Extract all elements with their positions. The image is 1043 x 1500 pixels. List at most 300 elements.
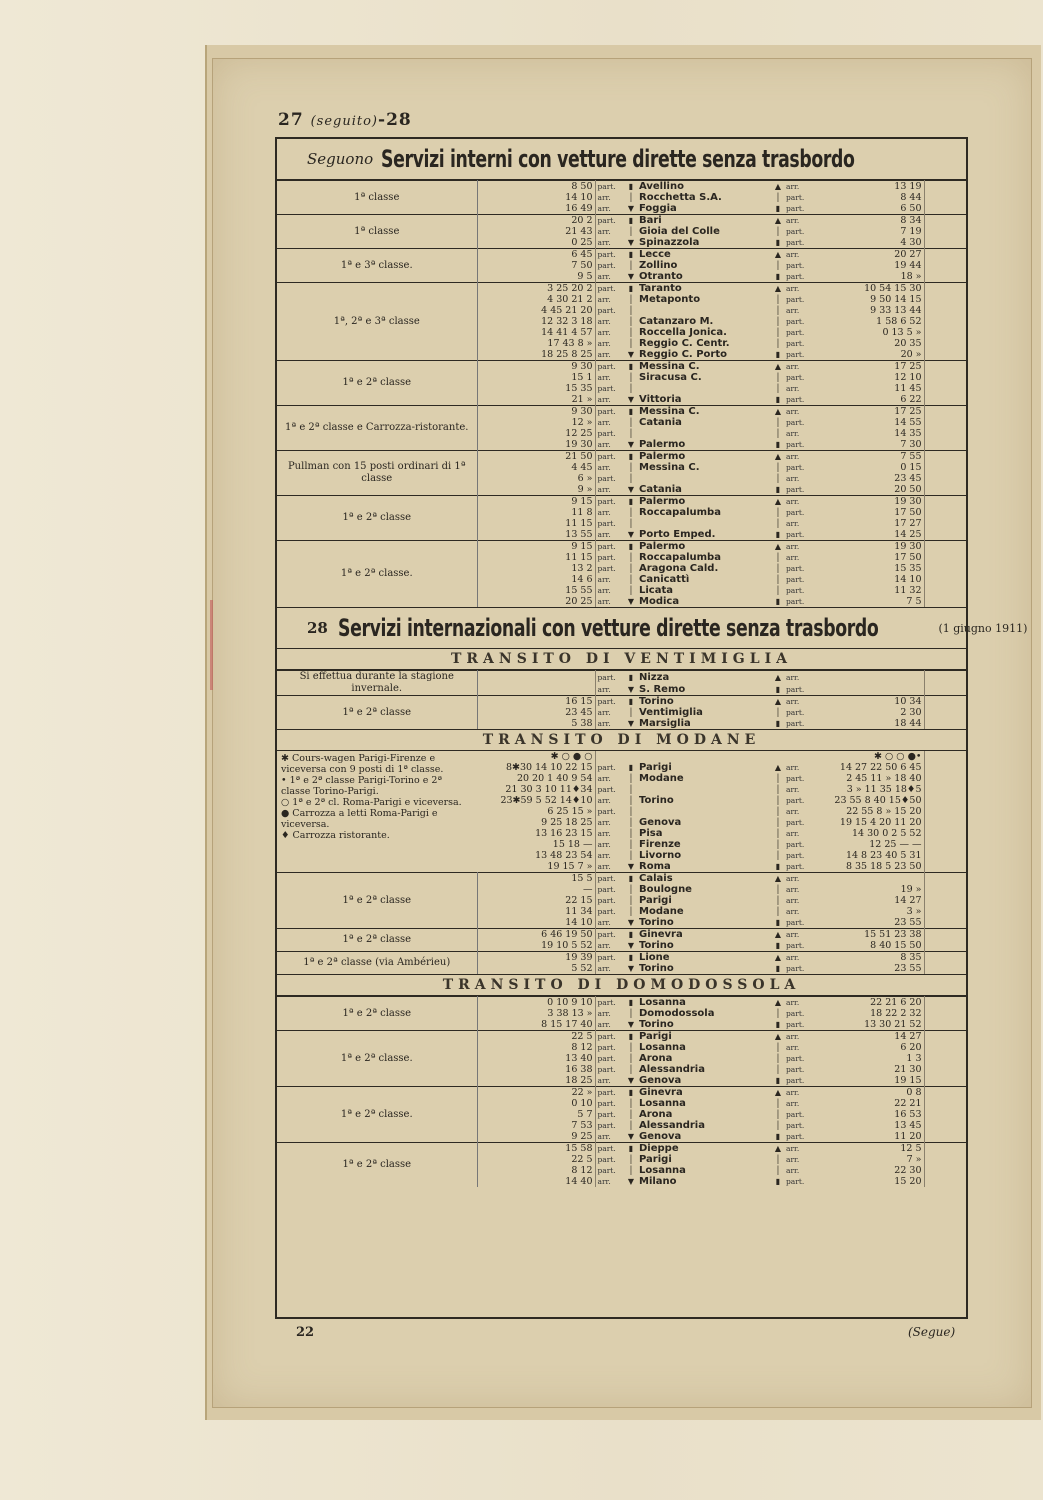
direction-arrow-icon: ▮ (628, 452, 634, 461)
direction-arrow-icon: ▮ (775, 485, 781, 494)
arr-part-right: arr. (786, 907, 800, 916)
spare-column (924, 428, 966, 439)
direction-arrow-icon: │ (775, 227, 781, 236)
return-times: 6 22 (814, 394, 924, 406)
direction-arrow-icon: ▼ (627, 395, 635, 404)
station-name (637, 383, 772, 394)
spare-column (924, 552, 966, 563)
arr-part-right: part. (786, 193, 805, 202)
direction-arrow-icon: │ (775, 429, 781, 438)
station-name: Catania (639, 484, 682, 495)
spare-column (924, 451, 966, 463)
direction-arrow-icon: ▮ (628, 1144, 634, 1153)
arr-part-right: part. (786, 1054, 805, 1063)
departure-times: 22 5 (477, 1154, 595, 1165)
departure-times: 5 38 (477, 718, 595, 729)
arr-part-left: arr. (597, 227, 611, 236)
departure-times: 6 45 (477, 249, 595, 261)
arr-part-left: arr. (597, 708, 611, 717)
station-name: Siracusa C. (639, 372, 702, 383)
return-times: 14 30 0 2 5 52 (814, 828, 924, 839)
arr-part-left: arr. (597, 204, 611, 213)
direction-arrow-icon: ▲ (774, 874, 782, 883)
departure-times: 9 15 (477, 541, 595, 553)
station-name: Alessandria (639, 1120, 705, 1131)
return-times (814, 683, 924, 696)
direction-arrow-icon: ▮ (628, 497, 634, 506)
spare-column (924, 762, 966, 773)
spare-column (924, 518, 966, 529)
arr-part-right: part. (786, 862, 805, 871)
arr-part-left: arr. (597, 862, 611, 871)
table-row (277, 451, 966, 463)
return-times: 14 27 (814, 895, 924, 906)
arr-part-left: part. (597, 896, 616, 905)
spare-column (924, 839, 966, 850)
departure-times: 11 8 (477, 507, 595, 518)
direction-arrow-icon: ▼ (627, 964, 635, 973)
return-times: 17 50 (814, 507, 924, 518)
direction-arrow-icon: ▼ (627, 485, 635, 494)
direction-arrow-icon: │ (775, 829, 781, 838)
return-times: 19 30 (814, 541, 924, 553)
direction-arrow-icon: │ (628, 227, 634, 236)
arr-part-left: part. (597, 542, 616, 551)
direction-arrow-icon: ▮ (628, 182, 634, 191)
direction-arrow-icon: │ (628, 796, 634, 805)
station-name: Roccapalumba (639, 507, 721, 518)
arr-part-right: arr. (786, 497, 800, 506)
spare-column (924, 873, 966, 885)
arr-part-right: part. (786, 818, 805, 827)
station-name: Modane (639, 906, 684, 917)
direction-arrow-icon: │ (775, 796, 781, 805)
station-name: Parigi (639, 1031, 672, 1042)
spare-column (924, 1042, 966, 1053)
direction-arrow-icon: │ (628, 586, 634, 595)
return-times: 23 55 (814, 917, 924, 929)
return-times: 23 55 (814, 963, 924, 974)
spare-column (924, 226, 966, 237)
timetable-frame (275, 137, 1028, 1319)
arr-part-right: arr. (786, 429, 800, 438)
departure-times: 13 16 23 15 (477, 828, 595, 839)
arr-part-right: part. (786, 1020, 805, 1029)
direction-arrow-icon: │ (628, 564, 634, 573)
direction-arrow-icon: ▮ (628, 362, 634, 371)
station-name: Ventimiglia (639, 707, 703, 718)
station-name: Modica (639, 596, 680, 607)
arr-part-left: part. (597, 452, 616, 461)
spare-column (924, 1064, 966, 1075)
return-times: 7 30 (814, 439, 924, 451)
arr-part-right: arr. (786, 829, 800, 838)
direction-arrow-icon: │ (775, 1043, 781, 1052)
direction-arrow-icon: │ (628, 774, 634, 783)
station-name: Palermo (639, 496, 686, 507)
departure-times: 19 15 7 » (477, 861, 595, 872)
arr-part-left: part. (597, 564, 616, 573)
arr-part-left: part. (597, 519, 616, 528)
arr-part-left: arr. (597, 1076, 611, 1085)
spare-column (924, 394, 966, 406)
service-class-label: 1ª e 2ª classe. (277, 1087, 477, 1143)
direction-arrow-icon: │ (628, 896, 634, 905)
station-name: Catanzaro M. (639, 316, 714, 327)
return-times: 15 51 23 38 (814, 929, 924, 941)
departure-times: 16 49 (477, 203, 595, 215)
direction-arrow-icon: ▲ (774, 930, 782, 939)
spare-column (924, 294, 966, 305)
departure-times: 14 6 (477, 574, 595, 585)
spare-column (924, 997, 966, 1009)
return-times: 14 8 23 40 5 31 (814, 850, 924, 861)
spare-column (924, 895, 966, 906)
legend-item: ○ 1ª e 2ª cl. Roma-Parigi e viceversa. (281, 797, 462, 808)
arr-part-right: arr. (786, 953, 800, 962)
arr-part-left: arr. (597, 586, 611, 595)
spare-column (924, 361, 966, 373)
arr-part-left: arr. (597, 1177, 611, 1186)
departure-times: 18 25 (477, 1075, 595, 1087)
arr-part-right: arr. (786, 763, 800, 772)
arr-part-right: part. (786, 295, 805, 304)
arr-part-left: arr. (597, 508, 611, 517)
table-row (277, 696, 966, 708)
station-name: Livorno (639, 850, 682, 861)
direction-arrow-icon: ▮ (628, 1088, 634, 1097)
arr-part-right: arr. (786, 998, 800, 1007)
arr-part-right: part. (786, 530, 805, 539)
return-times: 0 13 5 » (814, 327, 924, 338)
departure-times: 23 45 (477, 707, 595, 718)
return-times: 17 25 (814, 406, 924, 418)
arr-part-left: part. (597, 1166, 616, 1175)
arr-part-right: arr. (786, 1144, 800, 1153)
return-times: 13 19 (814, 181, 924, 193)
departure-times (477, 671, 595, 684)
return-times: 22 21 6 20 (814, 997, 924, 1009)
direction-arrow-icon: │ (775, 564, 781, 573)
direction-arrow-icon: ▲ (774, 1088, 782, 1097)
return-times: 21 30 (814, 1064, 924, 1075)
direction-arrow-icon: ▼ (627, 597, 635, 606)
spare-column (924, 884, 966, 895)
direction-arrow-icon: │ (775, 896, 781, 905)
table-row (277, 541, 966, 553)
departure-times: 12 25 (477, 428, 595, 439)
arr-part-left: part. (597, 1144, 616, 1153)
station-name: Losanna (639, 1165, 686, 1176)
service-class-label: Si effettua durante la stagione invernale. (277, 671, 477, 696)
direction-arrow-icon: │ (628, 306, 634, 315)
return-times: 14 55 (814, 417, 924, 428)
return-times: 8 35 (814, 952, 924, 964)
arr-part-left: arr. (597, 328, 611, 337)
direction-arrow-icon: │ (775, 774, 781, 783)
direction-arrow-icon: ▲ (774, 763, 782, 772)
arr-part-right: arr. (786, 362, 800, 371)
arr-part-right: part. (786, 328, 805, 337)
departure-times: 5 52 (477, 963, 595, 974)
station-name: Avellino (639, 181, 684, 192)
direction-arrow-icon: ▼ (627, 941, 635, 950)
direction-arrow-icon: │ (628, 373, 634, 382)
arr-part-left: arr. (597, 719, 611, 728)
departure-times: 9 5 (477, 271, 595, 283)
direction-arrow-icon: ▲ (774, 452, 782, 461)
arr-part-right: arr. (786, 785, 800, 794)
direction-arrow-icon: │ (775, 519, 781, 528)
spare-column (924, 215, 966, 227)
direction-arrow-icon: ▮ (628, 542, 634, 551)
table-row (277, 496, 966, 508)
departure-times: 9 25 18 25 (477, 817, 595, 828)
departure-times: 19 10 5 52 (477, 940, 595, 952)
return-times: 9 33 13 44 (814, 305, 924, 316)
direction-arrow-icon: │ (628, 1166, 634, 1175)
direction-arrow-icon: ▮ (775, 684, 781, 694)
direction-arrow-icon: ▲ (774, 497, 782, 506)
arr-part-right: arr. (786, 1166, 800, 1175)
arr-part-left: part. (597, 807, 616, 816)
departure-times: 15 55 (477, 585, 595, 596)
return-times: 14 25 (814, 529, 924, 541)
departure-times: 20 20 1 40 9 54 (477, 773, 595, 784)
departure-times: — (477, 884, 595, 895)
direction-arrow-icon: ▮ (628, 930, 634, 939)
station-name: Torino (639, 795, 674, 806)
station-name: Ginevra (639, 1087, 683, 1098)
arr-part-right: arr. (786, 1099, 800, 1108)
station-name: Torino (639, 963, 674, 974)
direction-arrow-icon: │ (628, 1043, 634, 1052)
direction-arrow-icon: │ (775, 193, 781, 202)
arr-part-right: part. (786, 1132, 805, 1141)
station-name: S. Remo (639, 683, 686, 695)
direction-arrow-icon: │ (628, 708, 634, 717)
return-times: 22 30 (814, 1165, 924, 1176)
direction-arrow-icon: ▼ (627, 1132, 635, 1141)
direction-arrow-icon: ▮ (775, 862, 781, 871)
station-name: Catania (639, 417, 682, 428)
direction-arrow-icon: │ (628, 1009, 634, 1018)
direction-arrow-icon: ▲ (774, 542, 782, 551)
arr-part-left: arr. (597, 530, 611, 539)
station-name: Licata (639, 585, 674, 596)
arr-part-right: part. (786, 418, 805, 427)
station-name (637, 784, 772, 795)
departure-times: 13 40 (477, 1053, 595, 1064)
modane-other-services (277, 872, 966, 974)
spare-column (924, 1109, 966, 1120)
spare-column (924, 305, 966, 316)
station-name: Spinazzola (639, 237, 700, 248)
direction-arrow-icon: │ (775, 1155, 781, 1164)
arr-part-left: arr. (597, 339, 611, 348)
arr-part-right: part. (786, 586, 805, 595)
departure-times: 22 5 (477, 1031, 595, 1043)
station-name: Genova (639, 817, 682, 828)
transit-modane-header: TRANSITO DI MODANE (277, 729, 966, 751)
direction-arrow-icon: │ (775, 885, 781, 894)
service-class-label: 1ª e 2ª classe (via Ambérieu) (277, 952, 477, 975)
return-times: 8 44 (814, 192, 924, 203)
station-name: Boulogne (639, 884, 692, 895)
arr-part-right: arr. (786, 452, 800, 461)
station-name: Roccella Jonica. (639, 327, 727, 338)
direction-arrow-icon: ▼ (627, 719, 635, 728)
return-times: 1 58 6 52 (814, 316, 924, 327)
direction-arrow-icon: │ (628, 317, 634, 326)
departure-times: 19 39 (477, 952, 595, 964)
station-name: Messina C. (639, 406, 700, 417)
direction-arrow-icon: │ (628, 429, 634, 438)
arr-part-left: part. (597, 874, 616, 883)
arr-part-left: part. (597, 785, 616, 794)
direction-arrow-icon: ▼ (627, 1177, 635, 1186)
direction-arrow-icon: │ (775, 1166, 781, 1175)
departure-times: 23✱59 5 52 14♦10 (477, 795, 595, 806)
spare-column (924, 1154, 966, 1165)
direction-arrow-icon: │ (628, 851, 634, 860)
direction-arrow-icon: ▲ (774, 362, 782, 371)
station-name: Messina C. (639, 361, 700, 372)
arr-part-right: part. (786, 508, 805, 517)
departure-times: 13 55 (477, 529, 595, 541)
service-class-label: 1ª e 2ª classe (277, 929, 477, 952)
arr-part-left: part. (597, 907, 616, 916)
station-name (637, 473, 772, 484)
direction-arrow-icon: │ (775, 1099, 781, 1108)
ventimiglia-table (277, 670, 966, 729)
departure-times: 5 7 (477, 1109, 595, 1120)
spare-column (924, 1019, 966, 1031)
arr-part-right: part. (786, 684, 805, 694)
spare-column (924, 383, 966, 394)
station-name: Aragona Cald. (639, 563, 719, 574)
arr-part-right: arr. (786, 216, 800, 225)
spare-column (924, 817, 966, 828)
arr-part-left: part. (597, 885, 616, 894)
station-name: Arona (639, 1053, 673, 1064)
section-28-heading: Servizi internazionali con vetture dirette senza trasbordo (337, 614, 879, 642)
departure-times: 21 50 (477, 451, 595, 463)
arr-part-left: part. (597, 384, 616, 393)
direction-arrow-icon: │ (628, 193, 634, 202)
departure-times: 4 45 21 20 (477, 305, 595, 316)
return-times: 22 55 8 » 15 20 (814, 806, 924, 817)
direction-arrow-icon: ▼ (627, 350, 635, 359)
departure-times: 6 46 19 50 (477, 929, 595, 941)
spare-column (924, 338, 966, 349)
spare-column (924, 507, 966, 518)
spare-column (924, 784, 966, 795)
arr-part-left: arr. (597, 1020, 611, 1029)
return-times: 14 35 (814, 428, 924, 439)
spare-column (924, 283, 966, 295)
table-row (277, 283, 966, 295)
arr-part-right: part. (786, 272, 805, 281)
station-name: Porto Emped. (639, 529, 716, 540)
return-times: 11 20 (814, 1131, 924, 1143)
segue-label: (Segue) (908, 1325, 956, 1339)
station-name: Reggio C. Centr. (639, 338, 730, 349)
service-class-label: 1ª e 2ª classe (277, 873, 477, 929)
arr-part-left: arr. (597, 193, 611, 202)
return-times: 9 50 14 15 (814, 294, 924, 305)
direction-arrow-icon: ▮ (775, 204, 781, 213)
arr-part-left: arr. (597, 1132, 611, 1141)
arr-part-right: arr. (786, 1088, 800, 1097)
departure-times: 9 15 (477, 496, 595, 508)
section-28-date: (1 giugno 1911) (938, 621, 1028, 635)
arr-part-left: part. (597, 1032, 616, 1041)
spare-column (924, 917, 966, 929)
direction-arrow-icon: │ (775, 1121, 781, 1130)
direction-arrow-icon: │ (628, 328, 634, 337)
legend-block (277, 751, 477, 872)
table-row (277, 361, 966, 373)
arr-part-right: part. (786, 261, 805, 270)
station-name: Zollino (639, 260, 678, 271)
station-name: Otranto (639, 271, 683, 282)
direction-arrow-icon: ▮ (628, 672, 634, 682)
direction-arrow-icon: ▮ (775, 1076, 781, 1085)
direction-arrow-icon: │ (775, 840, 781, 849)
direction-arrow-icon: ▼ (627, 918, 635, 927)
return-times: 19 44 (814, 260, 924, 271)
return-times (814, 671, 924, 684)
direction-arrow-icon: │ (775, 907, 781, 916)
direction-arrow-icon: ▮ (775, 350, 781, 359)
return-times: 19 » (814, 884, 924, 895)
spare-column (924, 929, 966, 941)
arr-part-right: arr. (786, 519, 800, 528)
direction-arrow-icon: ▲ (774, 216, 782, 225)
spare-column (924, 237, 966, 249)
arr-part-right: part. (786, 373, 805, 382)
legend-item: ♦ Carrozza ristorante. (281, 830, 390, 841)
spare-column (924, 1087, 966, 1099)
station-name: Palermo (639, 439, 686, 450)
direction-arrow-icon: │ (628, 474, 634, 483)
arr-part-right: part. (786, 719, 805, 728)
arr-part-left: arr. (597, 597, 611, 606)
return-times: 11 32 (814, 585, 924, 596)
return-times: 3 » (814, 906, 924, 917)
arr-part-right: arr. (786, 182, 800, 191)
return-times: 8 40 15 50 (814, 940, 924, 952)
station-name (637, 305, 772, 316)
direction-arrow-icon: │ (628, 1065, 634, 1074)
spare-column (924, 828, 966, 839)
station-name: Lione (639, 952, 670, 963)
return-times: 18 44 (814, 718, 924, 729)
direction-arrow-icon: ▼ (627, 238, 635, 247)
blank (625, 751, 637, 762)
station-name: Torino (639, 917, 674, 928)
direction-arrow-icon: │ (775, 575, 781, 584)
direction-arrow-icon: ▮ (775, 918, 781, 927)
direction-arrow-icon: ▼ (627, 530, 635, 539)
direction-arrow-icon: ▮ (775, 238, 781, 247)
direction-arrow-icon: │ (628, 907, 634, 916)
direction-arrow-icon: │ (775, 818, 781, 827)
spare-column (924, 417, 966, 428)
direction-arrow-icon: │ (628, 508, 634, 517)
return-times: 20 » (814, 349, 924, 361)
